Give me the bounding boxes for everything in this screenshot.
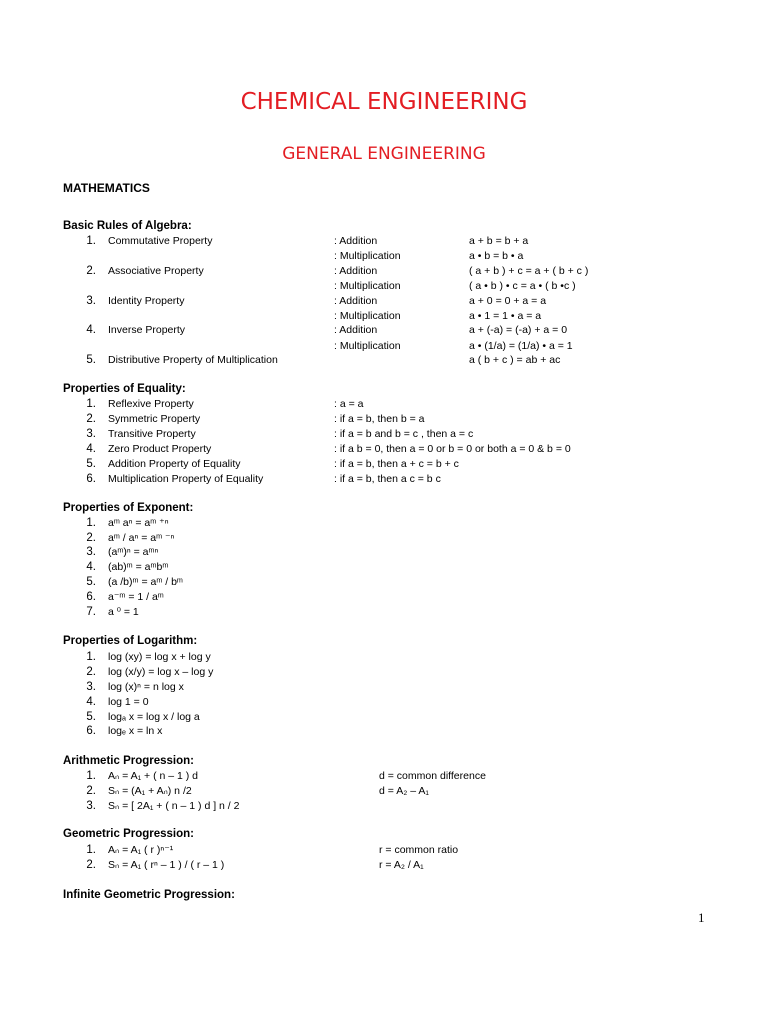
equality-row <box>0 428 768 443</box>
item-number: 4. <box>86 561 96 573</box>
logarithm-row <box>0 651 768 666</box>
operation-label: : Multiplication <box>334 280 401 292</box>
rule: : if a = b, then b = a <box>334 413 425 425</box>
logarithm-row <box>0 681 768 696</box>
property-name: Commutative Property <box>108 235 213 247</box>
item-number: 4. <box>86 696 96 708</box>
equality-row <box>0 443 768 458</box>
item-number: 5. <box>86 354 96 366</box>
item-number: 1. <box>86 235 96 247</box>
property-name: Zero Product Property <box>108 443 212 455</box>
geometric-row <box>0 859 768 874</box>
algebra-row <box>0 265 768 280</box>
arithmetic-formula: Sₙ = [ 2A₁ + ( n – 1 ) d ] n / 2 <box>108 800 240 812</box>
operation-label: : Multiplication <box>334 310 401 322</box>
item-number: 5. <box>86 711 96 723</box>
item-number: 3. <box>86 428 96 440</box>
formula: a • (1/a) = (1/a) • a = 1 <box>469 340 573 352</box>
document-subtitle: GENERAL ENGINEERING <box>282 144 486 164</box>
geometric-note: r = common ratio <box>379 844 459 856</box>
algebra-row <box>0 324 768 339</box>
geometric-formula: Aₙ = A₁ ( r )ⁿ⁻¹ <box>108 844 174 856</box>
exponent-rule: (ab)ᵐ = aᵐbᵐ <box>108 561 169 573</box>
exponent-rule: (aᵐ)ⁿ = aᵐⁿ <box>108 546 159 558</box>
property-name: Inverse Property <box>108 324 186 336</box>
algebra-row <box>0 340 768 355</box>
exponent-row <box>0 532 768 547</box>
property-name: Identity Property <box>108 295 185 307</box>
rule: : if a = b, then a + c = b + c <box>334 458 459 470</box>
formula: a • b = b • a <box>469 250 524 262</box>
logarithm-rule: log (x/y) = log x – log y <box>108 666 214 678</box>
item-number: 6. <box>86 591 96 603</box>
property-name: Addition Property of Equality <box>108 458 241 470</box>
item-number: 1. <box>86 398 96 410</box>
exponent-heading: Properties of Exponent: <box>63 502 194 514</box>
item-number: 2. <box>86 666 96 678</box>
page-number: 1 <box>698 910 705 925</box>
exponent-row <box>0 517 768 532</box>
item-number: 3. <box>86 800 96 812</box>
item-number: 3. <box>86 295 96 307</box>
formula: ( a + b ) + c = a + ( b + c ) <box>469 265 589 277</box>
geometric-row <box>0 844 768 859</box>
algebra-row <box>0 235 768 250</box>
logarithm-rule: log (xy) = log x + log y <box>108 651 211 663</box>
exponent-rule: aᵐ aⁿ = aᵐ ⁺ⁿ <box>108 517 169 529</box>
item-number: 6. <box>86 473 96 485</box>
operation-label: : Addition <box>334 295 378 307</box>
geometric-formula: Sₙ = A₁ ( rⁿ – 1 ) / ( r – 1 ) <box>108 859 225 871</box>
algebra-row <box>0 250 768 265</box>
item-number: 1. <box>86 517 96 529</box>
algebra-heading: Basic Rules of Algebra: <box>63 220 192 232</box>
formula: a ( b + c ) = ab + ac <box>469 354 561 366</box>
item-number: 1. <box>86 844 96 856</box>
operation-label: : Addition <box>334 324 378 336</box>
item-number: 7. <box>86 606 96 618</box>
exponent-row <box>0 561 768 576</box>
operation-label: : Multiplication <box>334 250 401 262</box>
item-number: 1. <box>86 651 96 663</box>
exponent-rule: a ⁰ = 1 <box>108 606 139 618</box>
property-name: Symmetric Property <box>108 413 201 425</box>
exponent-rule: a⁻ᵐ = 1 / aᵐ <box>108 591 164 603</box>
document-title: CHEMICAL ENGINEERING <box>240 89 528 115</box>
property-name: Distributive Property of Multiplication <box>108 354 278 366</box>
property-name: Associative Property <box>108 265 204 277</box>
exponent-row <box>0 546 768 561</box>
exponent-row <box>0 576 768 591</box>
exponent-row <box>0 591 768 606</box>
formula: ( a • b ) • c = a • ( b •c ) <box>469 280 576 292</box>
geometric-heading: Geometric Progression: <box>63 828 195 840</box>
formula: a • 1 = 1 • a = a <box>469 310 542 322</box>
operation-label: : Multiplication <box>334 340 401 352</box>
item-number: 4. <box>86 324 96 336</box>
equality-heading: Properties of Equality: <box>63 383 186 395</box>
arithmetic-row <box>0 770 768 785</box>
logarithm-rule: logₑ x = ln x <box>108 725 163 737</box>
arithmetic-heading: Arithmetic Progression: <box>63 755 194 767</box>
mathematics-heading: MATHEMATICS <box>63 181 150 195</box>
arithmetic-row <box>0 785 768 800</box>
item-number: 2. <box>86 413 96 425</box>
item-number: 1. <box>86 770 96 782</box>
item-number: 2. <box>86 785 96 797</box>
item-number: 2. <box>86 859 96 871</box>
operation-label: : Addition <box>334 235 378 247</box>
logarithm-rule: logₐ x = log x / log a <box>108 711 200 723</box>
item-number: 2. <box>86 532 96 544</box>
formula: a + 0 = 0 + a = a <box>469 295 547 307</box>
item-number: 5. <box>86 458 96 470</box>
arithmetic-note: d = A₂ – A₁ <box>379 785 429 797</box>
logarithm-row <box>0 696 768 711</box>
logarithm-heading: Properties of Logarithm: <box>63 635 198 647</box>
operation-label: : Addition <box>334 265 378 277</box>
arithmetic-note: d = common difference <box>379 770 486 782</box>
logarithm-row <box>0 711 768 726</box>
property-name: Multiplication Property of Equality <box>108 473 264 485</box>
arithmetic-formula: Aₙ = A₁ + ( n – 1 ) d <box>108 770 199 782</box>
exponent-row <box>0 606 768 621</box>
item-number: 4. <box>86 443 96 455</box>
logarithm-rule: log 1 = 0 <box>108 696 149 708</box>
equality-row <box>0 413 768 428</box>
equality-row <box>0 473 768 488</box>
equality-row <box>0 398 768 413</box>
item-number: 6. <box>86 725 96 737</box>
arithmetic-formula: Sₙ = (A₁ + Aₙ) n /2 <box>108 785 192 797</box>
rule: : if a = b, then a c = b c <box>334 473 441 485</box>
formula: a + b = b + a <box>469 235 529 247</box>
item-number: 2. <box>86 265 96 277</box>
property-name: Reflexive Property <box>108 398 194 410</box>
logarithm-row <box>0 725 768 740</box>
rule: : if a b = 0, then a = 0 or b = 0 or both a = 0 & b = 0 <box>334 443 571 455</box>
algebra-row <box>0 280 768 295</box>
infinite-progression-heading: Infinite Geometric Progression: <box>63 889 235 901</box>
algebra-row <box>0 295 768 310</box>
rule: : if a = b and b = c , then a = c <box>334 428 474 440</box>
arithmetic-row <box>0 800 768 815</box>
property-name: Transitive Property <box>108 428 196 440</box>
geometric-note: r = A₂ / A₁ <box>379 859 424 871</box>
algebra-row <box>0 310 768 325</box>
equality-row <box>0 458 768 473</box>
algebra-row <box>0 354 768 369</box>
logarithm-rule: log (x)ⁿ = n log x <box>108 681 184 693</box>
item-number: 3. <box>86 681 96 693</box>
item-number: 5. <box>86 576 96 588</box>
logarithm-row <box>0 666 768 681</box>
rule: : a = a <box>334 398 364 410</box>
exponent-rule: (a /b)ᵐ = aᵐ / bᵐ <box>108 576 183 588</box>
item-number: 3. <box>86 546 96 558</box>
exponent-rule: aᵐ / aⁿ = aᵐ ⁻ⁿ <box>108 532 175 544</box>
formula: a + (-a) = (-a) + a = 0 <box>469 324 568 336</box>
